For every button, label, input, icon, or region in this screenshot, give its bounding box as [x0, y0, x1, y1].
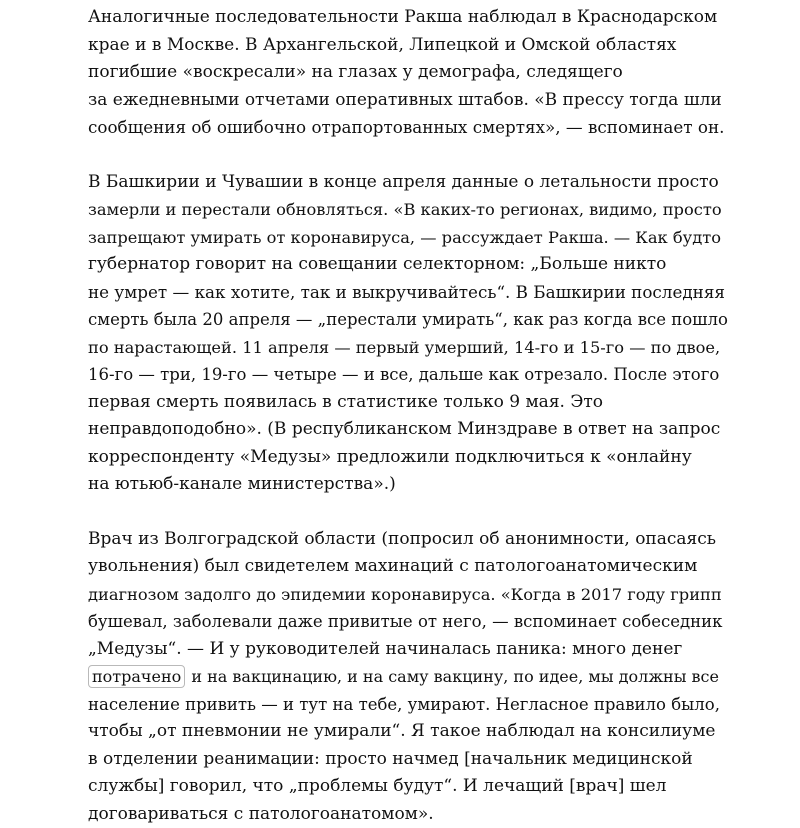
text-line: замерли и перестали обновляться. «В каких-то регионах, видимо, просто	[88, 196, 728, 224]
text-line: Врач из Волгоградской области (попросил об анонимности, опасаясь	[88, 526, 728, 554]
highlighted-word[interactable]: потрачено	[88, 665, 185, 688]
text-line: первая смерть появилась в статистике только 9 мая. Это	[88, 389, 728, 417]
text-line: запрещают умирать от коронавируса, — рассуждает Ракша. — Как будто	[88, 224, 728, 252]
text-line: увольнения) был свидетелем махинаций с патологоанатомическим	[88, 553, 728, 581]
paragraph-3	[88, 526, 728, 828]
text-line: на ютьюб-канале министерства».)	[88, 471, 728, 499]
text-line: „Медузы“. — И у руководителей начиналась паника: много денег	[88, 636, 728, 664]
text-line: Аналогичные последовательности Ракша наблюдал в Краснодарском	[88, 4, 728, 32]
text-line-rest: и на вакцинацию, и на саму вакцину, по идее, мы должны все	[186, 667, 719, 686]
text-line: губернатор говорит на совещании селекторном: „Больше никто	[88, 251, 728, 279]
text-line: диагнозом задолго до эпидемии коронавируса. «Когда в 2017 году грипп	[88, 581, 728, 609]
text-line: корреспонденту «Медузы» предложили подключиться к «онлайну	[88, 444, 728, 472]
text-line: договариваться с патологоанатомом».	[88, 801, 728, 828]
text-line: погибшие «воскресали» на глазах у демографа, следящего	[88, 59, 728, 87]
text-line: в отделении реанимации: просто начмед [начальник медицинской	[88, 746, 728, 774]
text-line: чтобы „от пневмонии не умирали“. Я такое наблюдал на консилиуме	[88, 718, 728, 746]
text-line: крае и в Москве. В Архангельской, Липецкой и Омской областях	[88, 32, 728, 60]
text-line: В Башкирии и Чувашии в конце апреля данные о летальности просто	[88, 169, 728, 197]
text-line: 16-го — три, 19-го — четыре — и все, дальше как отрезало. После этого	[88, 361, 728, 389]
paragraph-2	[88, 169, 728, 499]
text-line: не умрет — как хотите, так и выкручивайтесь“. В Башкирии последняя	[88, 279, 728, 307]
text-line: бушевал, заболевали даже привитые от него, — вспоминает собеседник	[88, 608, 728, 636]
text-line: службы] говорил, что „проблемы будут“. И лечащий [врач] шел	[88, 773, 728, 801]
text-line: по нарастающей. 11 апреля — первый умерший, 14-го и 15-го — по двое,	[88, 334, 728, 362]
text-line: за ежедневными отчетами оперативных штабов. «В прессу тогда шли	[88, 87, 728, 115]
text-line: смерть была 20 апреля — „перестали умирать“, как раз когда все пошло	[88, 306, 728, 334]
text-line: население привить — и тут на тебе, умирают. Негласное правило было,	[88, 691, 728, 719]
text-line: сообщения об ошибочно отрапортованных смертях», — вспоминает он.	[88, 114, 728, 142]
paragraph-1	[88, 4, 728, 142]
article-body	[88, 4, 728, 828]
text-line: неправдоподобно». (В республиканском Минздраве в ответ на запрос	[88, 416, 728, 444]
text-line-with-highlight	[88, 663, 728, 691]
